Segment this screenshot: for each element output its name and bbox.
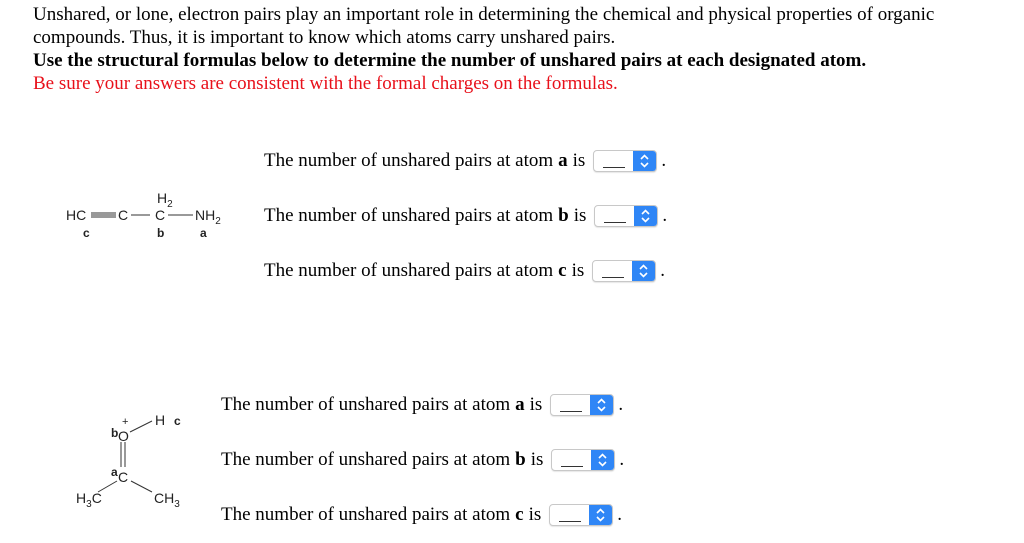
set1-question-b (264, 205, 667, 227)
set2-question-a (221, 394, 623, 416)
atom-letter: c (558, 260, 567, 281)
select-value (551, 395, 590, 415)
atom-letter: b (515, 449, 526, 470)
answer-select-c[interactable] (549, 504, 613, 526)
set1-question-a (264, 150, 666, 172)
label-c: c (174, 414, 181, 428)
question-text: The number of unshared pairs at atom (264, 205, 554, 226)
question-is: is (573, 205, 587, 226)
answer-select-c[interactable] (592, 260, 656, 282)
set2-question-b (221, 449, 624, 471)
question-text: The number of unshared pairs at atom (264, 260, 554, 281)
label-b: b (111, 426, 119, 440)
atom-c2: C (155, 207, 166, 223)
select-value (552, 450, 591, 470)
atom-hc: HC (66, 207, 87, 223)
updown-chevron-icon (591, 450, 614, 470)
answer-select-a[interactable] (550, 394, 614, 416)
atom-ch3: CH (154, 490, 175, 506)
period: . (662, 205, 668, 226)
period: . (618, 394, 624, 415)
label-b: b (157, 226, 165, 240)
atom-h2: H (157, 190, 168, 206)
atom-c1: C (118, 207, 129, 223)
intro-text: Unshared, or lone, electron pairs play an important role in determining the chemical and physical properties of organic compounds. Thus, it is important to know which atoms carry unshared pairs. (33, 4, 935, 48)
updown-chevron-icon (590, 395, 613, 415)
updown-chevron-icon (633, 151, 656, 171)
period: . (660, 260, 666, 281)
question-text: The number of unshared pairs at atom (221, 449, 511, 470)
set2-question-c (221, 504, 622, 526)
select-value (595, 206, 634, 226)
label-c: c (83, 226, 90, 240)
subscript: 2 (215, 215, 221, 227)
answer-select-a[interactable] (593, 150, 657, 172)
formal-charge-plus: + (122, 416, 129, 428)
period: . (661, 150, 667, 171)
question-is: is (528, 504, 542, 525)
atom-h3: H (76, 490, 87, 506)
set1-question-c (264, 260, 665, 282)
period: . (619, 449, 625, 470)
warning-text: Be sure your answers are consistent with the formal charges on the formulas. (33, 73, 618, 94)
label-a: a (111, 465, 118, 479)
answer-select-b[interactable] (551, 449, 615, 471)
atom-letter: a (515, 394, 525, 415)
subscript: 3 (174, 498, 180, 510)
atom-c: C (91, 490, 102, 506)
atom-c: C (118, 469, 129, 485)
subscript: 2 (167, 198, 173, 210)
atom-o: O (118, 428, 129, 444)
updown-chevron-icon (589, 505, 612, 525)
question-text: The number of unshared pairs at atom (221, 504, 511, 525)
question-is: is (530, 449, 544, 470)
subscript: 3 (86, 498, 92, 510)
question-text: The number of unshared pairs at atom (264, 150, 554, 171)
atom-letter: c (515, 504, 524, 525)
atom-h: H (155, 412, 166, 428)
question-text: The number of unshared pairs at atom (221, 394, 511, 415)
question-is: is (571, 260, 585, 281)
question-is: is (529, 394, 543, 415)
updown-chevron-icon (632, 261, 655, 281)
label-a: a (200, 226, 207, 240)
question-is: is (572, 150, 586, 171)
atom-nh2: NH (195, 207, 216, 223)
select-value (550, 505, 589, 525)
answer-select-b[interactable] (594, 205, 658, 227)
updown-chevron-icon (634, 206, 657, 226)
period: . (617, 504, 623, 525)
select-value (593, 261, 632, 281)
atom-letter: b (558, 205, 569, 226)
select-value (594, 151, 633, 171)
instruction-text: Use the structural formulas below to determine the number of unshared pairs at each designated atom. (33, 50, 867, 71)
atom-letter: a (558, 150, 568, 171)
